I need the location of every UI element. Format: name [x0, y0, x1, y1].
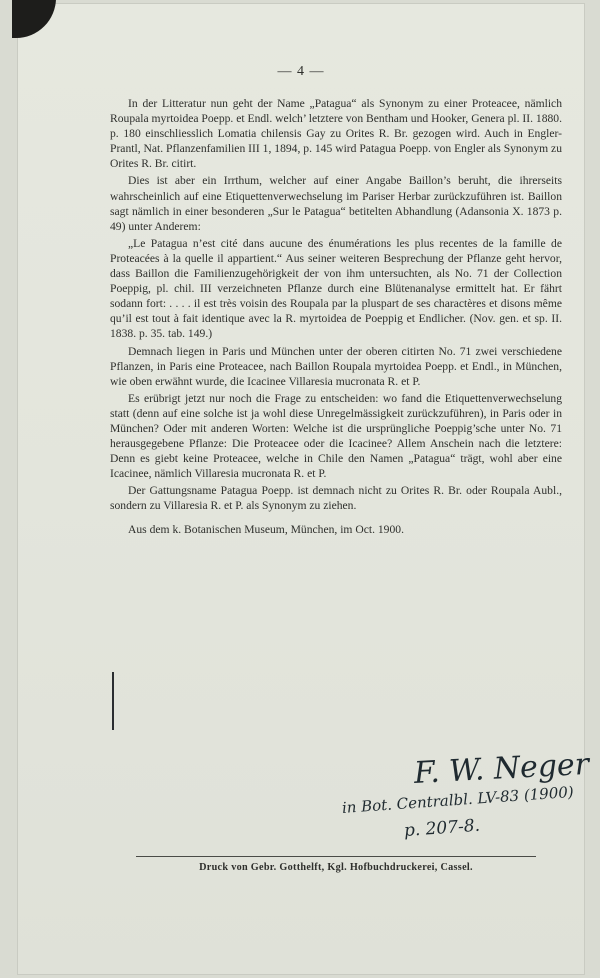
dateline: Aus dem k. Botanischen Museum, München, im Oct. 1900. [128, 522, 404, 536]
printer-imprint: Druck von Gebr. Gotthelft, Kgl. Hofbuchdruckerei, Cassel. [199, 862, 473, 873]
margin-mark [112, 672, 114, 730]
paragraph: Es erübrigt jetzt nur noch die Frage zu entscheiden: wo fand die Etiquettenverwechselung statt (denn auf eine solche ist ja wohl diese Unregelmässigkeit zurückzuführen), in Paris oder in München? Oder mit anderen Worten: Welche ist die ursprüngliche Poeppig’sche unter No. 71 herausgegebene Pflanze: Die Proteacee oder die Icacinee? Allem Anschein nach die letztere: Denn es giebt keine Proteacee, welche in Chile den Namen „Patagua“ trägt, wohl aber eine Icacinee, nämlich Villaresia mucronata R. et P. [110, 391, 562, 481]
paragraph: In der Litteratur nun geht der Name „Patagua“ als Synonym zu einer Proteacee, nämlich Roupala myrtoidea Poepp. et Endl. welch’ letztere von Bentham und Hooker, Genera pl. II. 1880. p. 180 einschliesslich Lomatia chilensis Gay zu Orites R. Br. gezogen wird. Auch in Engler-Prantl, Nat. Pflanzenfamilien III 1, 1894, p. 145 wird Patagua Poepp. von Engler als Synonym zu Orites R. Br. citirt. [110, 97, 562, 171]
page-number: — 4 — [277, 64, 325, 79]
body-text [110, 96, 562, 539]
signature-name: F. W. Neger [413, 746, 590, 791]
signature-pages: p. 207-8. [403, 815, 481, 841]
document-page [18, 4, 590, 974]
paragraph: Dies ist aber ein Irrthum, welcher auf einer Angabe Baillon’s beruht, die ihrerseits wahrscheinlich auf eine Etiquettenverwechselung im Pariser Herbar zurückzuführen ist. Baillon sagt nämlich in einer besonderen „Sur le Patagua“ betitelten Abhandlung (Adansonia X. 1873 p. 49) unter Anderem: [110, 174, 562, 233]
paragraph: „Le Patagua n’est cité dans aucune des énumérations les plus recentes de la famille de Proteacées à la quelle il appartient.“ Aus seiner weiteren Besprechung der Pflanze geht hervor, dass Baillon die Familienzugehörigkeit der von ihm untersuchten, als No. 71 der Collection Poeppig, pl. chil. III verzeichneten Pflanze durch eine Blütenanalyse ermittelt hat. Er fährt sodann fort: . . . . il est très voisin des Roupala par la pluspart de ses charactères et disons même qu’il est tout à fait identique avec la R. myrtoidea de Poeppig et Endlicher. (Nov. gen. et sp. II. 1838. p. 35. tab. 149.) [110, 236, 562, 341]
handwritten-annotation [328, 746, 598, 841]
paragraph: Demnach liegen in Paris und München unter der oberen citirten No. 71 zwei verschiedene Pflanzen, in Paris eine Proteacee, nach Baillon Roupala myrtoidea Poepp. et Endl., in München, wie oben erwähnt wurde, die Icacinee Villaresia mucronata R. et P. [110, 344, 562, 388]
paragraph: Der Gattungsname Patagua Poepp. ist demnach nicht zu Orites R. Br. oder Roupala Aubl., sondern zu Villaresia R. et P. als Synonym zu ziehen. [110, 484, 562, 513]
signature-reference: in Bot. Centralbl. LV-83 (1900) [341, 782, 575, 817]
divider [136, 856, 536, 857]
binding-hole [12, 0, 56, 38]
